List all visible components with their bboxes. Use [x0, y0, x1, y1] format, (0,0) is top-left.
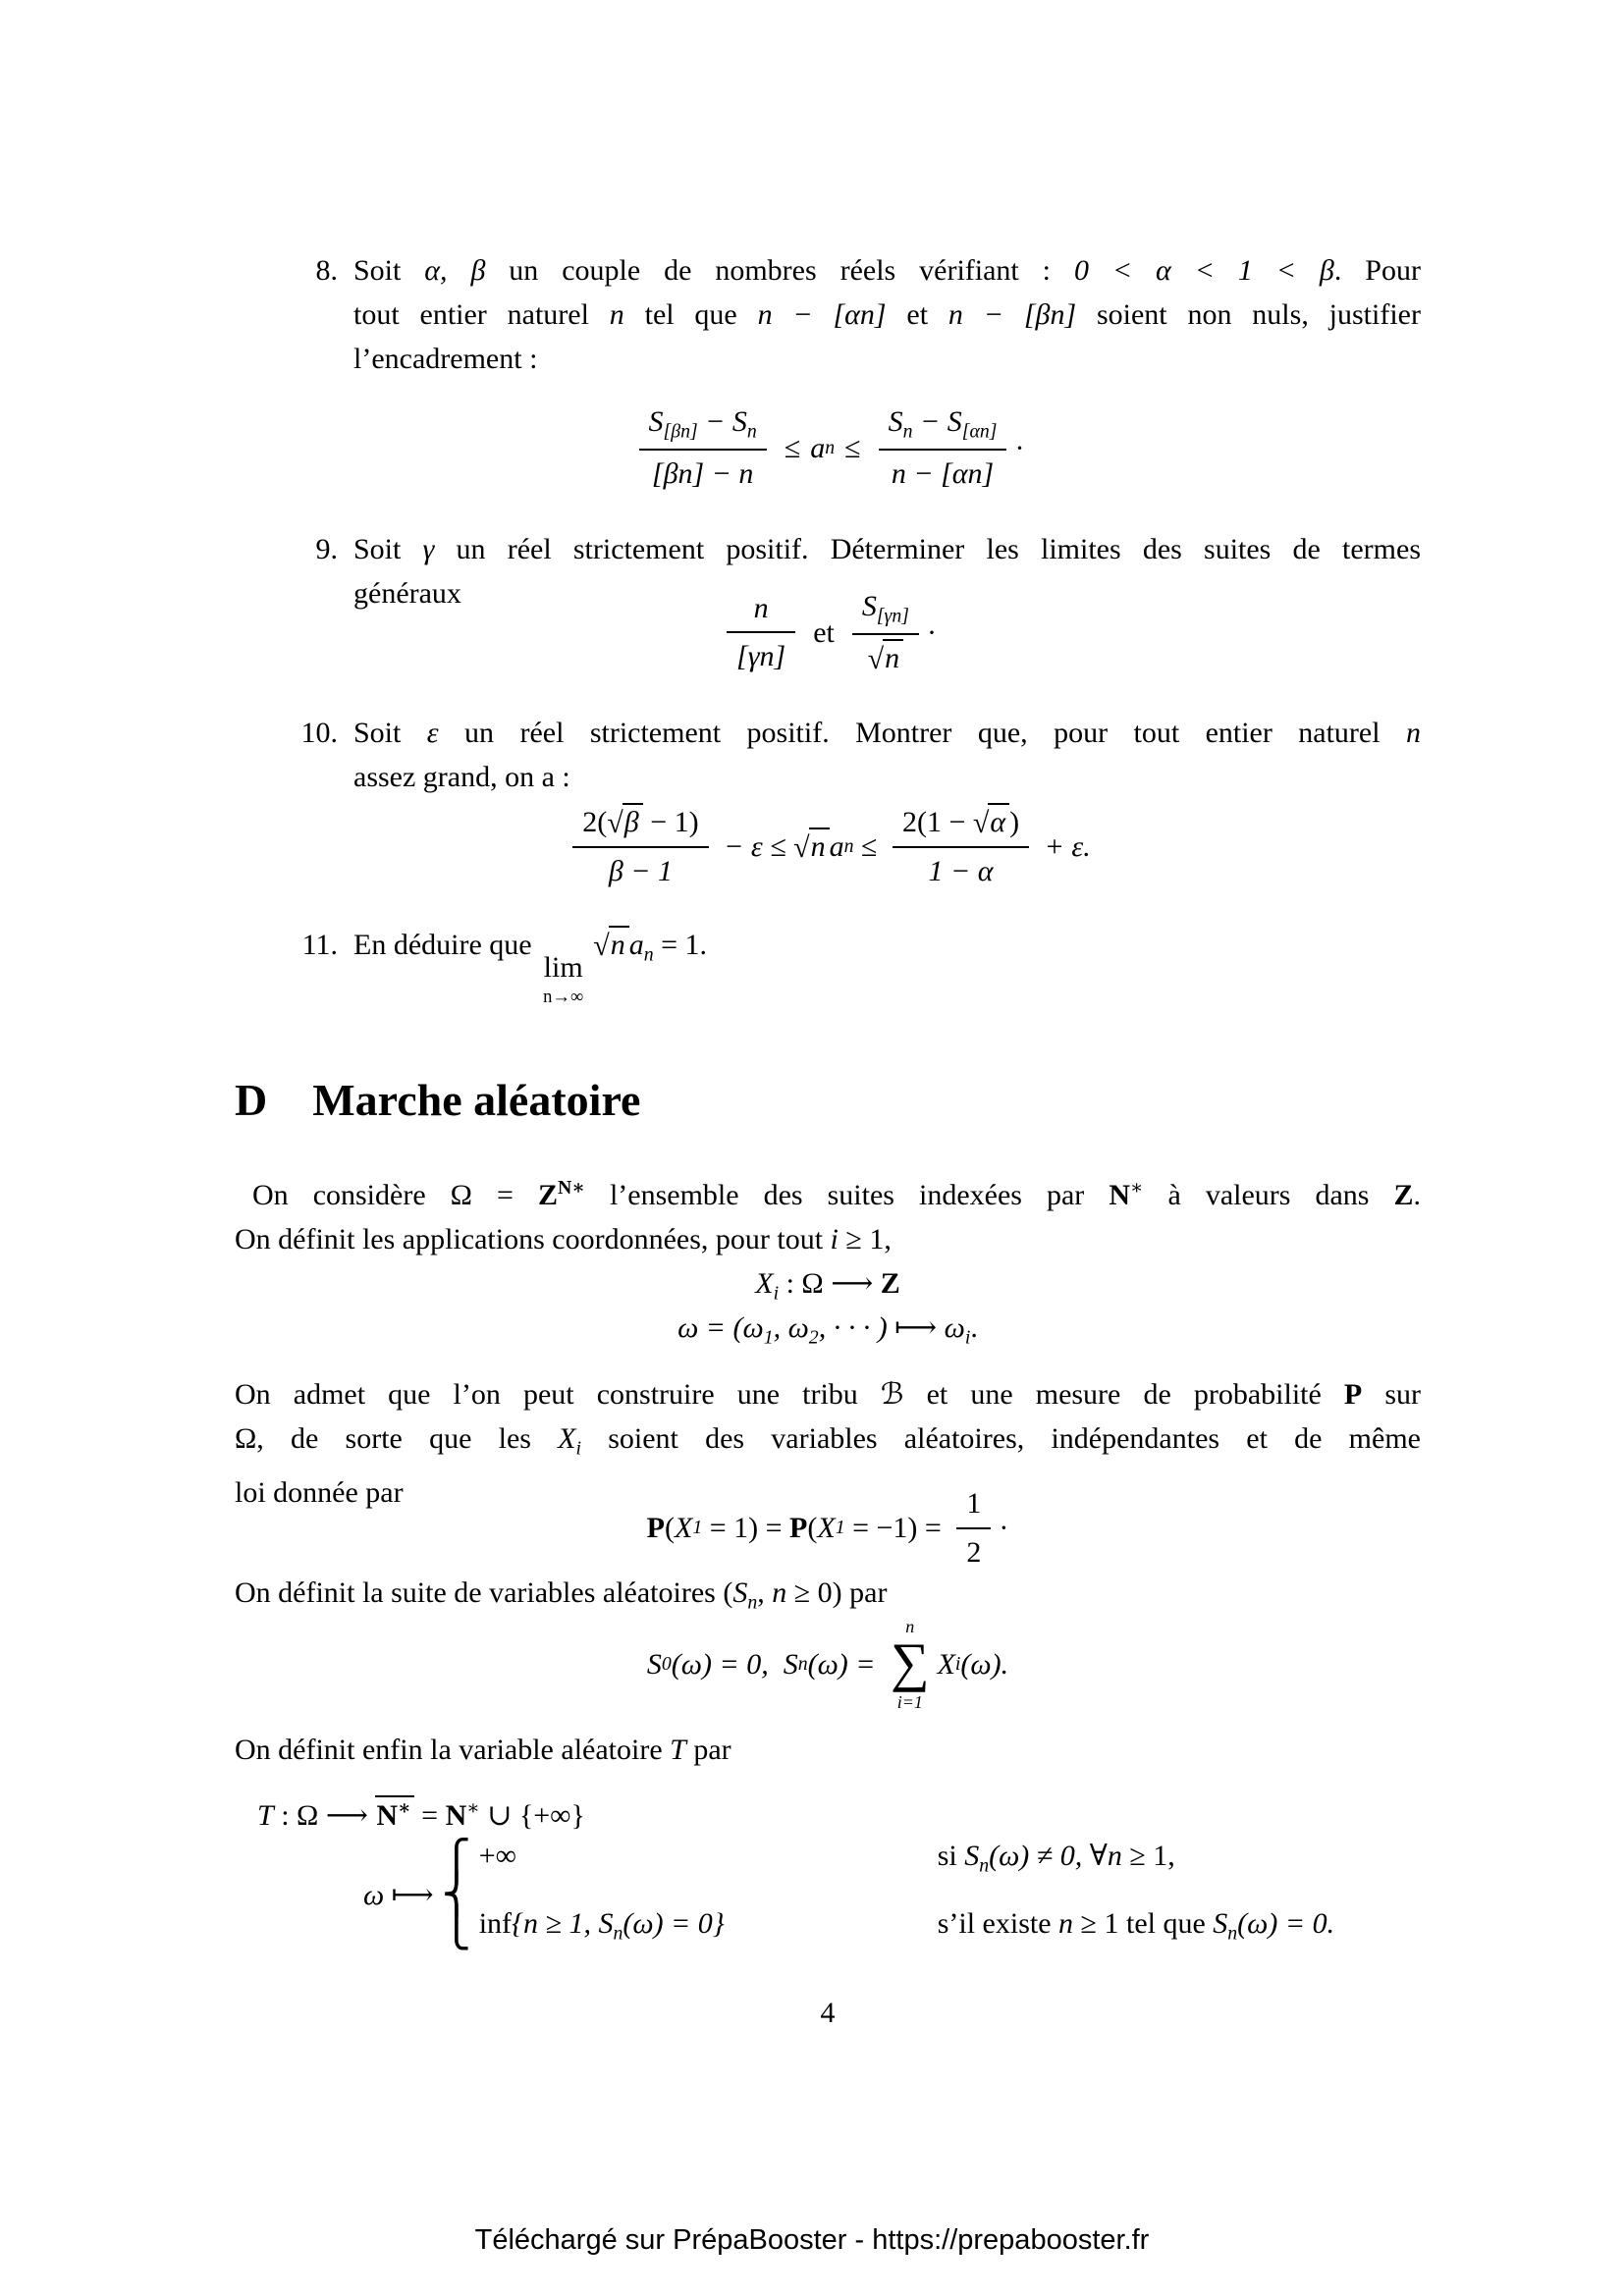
- sum-upper-limit: n: [905, 1617, 915, 1636]
- center-dot: ·: [999, 1512, 1009, 1544]
- text-run: soient non nuls, justifier: [1076, 298, 1421, 331]
- math-run: 2(: [582, 806, 608, 838]
- text-line: [353, 248, 1421, 293]
- math-run: (: [664, 1512, 675, 1544]
- fraction: [639, 402, 767, 494]
- math-run: = −1) =: [844, 1512, 949, 1544]
- math-run: n: [609, 298, 624, 331]
- display-omega-map: [235, 1306, 1421, 1360]
- superscript: N∗: [557, 1177, 585, 1199]
- problem-item-10: [235, 711, 1421, 799]
- sqrt: [793, 830, 829, 863]
- numerator: n: [727, 589, 795, 634]
- math-run: (ω) = 0.: [1237, 1907, 1335, 1941]
- radical-sign: √: [972, 807, 990, 839]
- math-run: S: [646, 1647, 662, 1681]
- text-run: et: [813, 615, 835, 649]
- math-run: − ε ≤: [716, 830, 794, 863]
- text-line: [353, 337, 1421, 381]
- text-run: soient des variables aléatoires, indépendantes et de même: [581, 1422, 1421, 1455]
- radical-sign: √: [867, 643, 885, 676]
- math-run: S: [964, 1840, 980, 1872]
- subscript: 0: [661, 1652, 672, 1675]
- text-run: On définit enfin la variable aléatoire: [235, 1734, 671, 1766]
- math-run: n: [1058, 1907, 1074, 1941]
- numerator: [572, 803, 708, 848]
- sigma-sign: ∑: [891, 1633, 930, 1693]
- math-run: S: [731, 405, 747, 438]
- math-run: Z: [1393, 1178, 1414, 1211]
- section-letter: D: [235, 1075, 268, 1125]
- math-run: (ω) = 0,: [671, 1647, 784, 1681]
- text-run: et une mesure de probabilité: [903, 1378, 1344, 1411]
- text-run: ≥ 1,: [838, 1222, 892, 1255]
- subscript: [γn]: [876, 605, 909, 627]
- math-run: n: [772, 1576, 787, 1609]
- limit-operator: [543, 953, 583, 1007]
- math-run: {: [512, 1907, 524, 1941]
- radicand: n: [809, 828, 830, 863]
- subscript: 1: [692, 1517, 703, 1538]
- text-run: ≥ 1 tel que: [1073, 1907, 1214, 1941]
- math-run: (ω) = 0}: [623, 1907, 725, 1941]
- text-line: [353, 293, 1421, 337]
- summation-operator: [891, 1618, 930, 1711]
- math-run: a: [810, 431, 826, 464]
- math-run: S: [888, 405, 903, 438]
- math-run: ω ⟼: [363, 1878, 434, 1911]
- math-run: 2(1 −: [901, 806, 973, 838]
- item-text: [353, 711, 1421, 799]
- math-run: X: [937, 1647, 955, 1681]
- sqrt: [868, 642, 903, 674]
- math-run: S: [947, 405, 962, 438]
- subscript: i: [964, 1326, 971, 1349]
- numerator: [893, 803, 1029, 848]
- math-run: , · · · ) ⟼ ω: [818, 1311, 965, 1344]
- math-run: ≥ 1,: [538, 1907, 599, 1941]
- radical-sign: √: [607, 807, 623, 839]
- fraction: [572, 803, 708, 890]
- math-run: = 1) =: [702, 1512, 790, 1544]
- item-number: 10.: [300, 717, 338, 749]
- math-run: n − [βn]: [947, 298, 1077, 331]
- math-run: : Ω ⟶: [779, 1267, 881, 1300]
- text-run: . Pour: [1333, 254, 1421, 287]
- fraction: [893, 803, 1029, 890]
- text-line: [353, 527, 1421, 571]
- footer-text: Téléchargé sur PrépaBooster - https://prepabooster.fr: [474, 2224, 1150, 2256]
- text-run: On définit la suite de variables aléatoires (: [235, 1576, 733, 1609]
- radical-sign: √: [593, 930, 610, 962]
- display-T-definition: [257, 1787, 585, 1838]
- math-run: , ω: [773, 1311, 809, 1344]
- math-run: n: [523, 1907, 539, 1941]
- denominator: [γn]: [736, 640, 786, 673]
- text-run: ,: [757, 1576, 773, 1609]
- math-run: N: [1109, 1178, 1130, 1211]
- math-run: (: [807, 1512, 818, 1544]
- text-run: On admet que l’on peut construire une tribu: [235, 1378, 881, 1411]
- subscript: n: [797, 1652, 808, 1675]
- subscript: 2: [808, 1326, 819, 1349]
- display-formula-encadrement: [235, 402, 1421, 494]
- relation-sign: ≤: [853, 830, 885, 863]
- math-run: ≥ 1,: [1121, 1840, 1175, 1872]
- math-run: Z: [537, 1178, 558, 1211]
- lim-label: lim: [543, 951, 583, 985]
- text-run: Ω, de sorte que les: [235, 1422, 559, 1455]
- subscript: n: [902, 420, 913, 443]
- text-run: Soit: [353, 533, 423, 565]
- text-block: [235, 0, 1421, 2296]
- math-run: S: [783, 1647, 798, 1681]
- math-run: S: [598, 1907, 614, 1941]
- display-cases: [363, 1834, 1334, 1956]
- text-line: [235, 1728, 1421, 1772]
- text-run: et: [886, 298, 948, 331]
- text-line: [235, 1372, 1421, 1416]
- problem-item-8: [235, 248, 1421, 381]
- math-run: N: [445, 1798, 467, 1832]
- radicand: n: [883, 639, 903, 674]
- text-line: [235, 1166, 1421, 1217]
- text-run: l’ensemble des suites indexées par: [584, 1178, 1110, 1211]
- brace-mid: ⎨: [441, 1872, 471, 1918]
- subscript: n: [746, 420, 757, 443]
- case-value: [479, 1901, 926, 1955]
- text-run: s’il existe: [937, 1907, 1059, 1941]
- fraction: [727, 589, 795, 676]
- left-brace: [441, 1839, 471, 1951]
- item-number: 11.: [301, 929, 338, 961]
- math-run: γ: [422, 533, 435, 565]
- item-text: [353, 923, 1421, 1007]
- text-run: par: [685, 1734, 731, 1766]
- math-run: = 1.: [653, 929, 708, 961]
- subscript: i: [773, 1282, 780, 1305]
- subscript: [βn]: [663, 420, 698, 443]
- text-run: .: [1413, 1178, 1422, 1211]
- page-number: 4: [820, 1997, 836, 2029]
- brace-bot: ⎩: [441, 1905, 471, 1951]
- relation-sign: ≤: [784, 431, 801, 464]
- math-run: : Ω ⟶: [273, 1798, 376, 1832]
- math-run: 0 < α < 1 < β: [1073, 254, 1334, 287]
- subscript: n: [747, 1591, 758, 1614]
- superscript: ∗: [466, 1797, 480, 1819]
- text-run: Soit: [353, 717, 427, 749]
- relation-sign: ≤: [844, 431, 861, 464]
- subscript: n: [1227, 1922, 1238, 1945]
- text-run: à valeurs dans: [1143, 1178, 1394, 1211]
- math-run: ): [1009, 806, 1020, 838]
- center-dot: ·: [926, 615, 937, 649]
- math-run: S: [648, 405, 664, 438]
- text-line: [235, 1217, 1421, 1261]
- text-run: un couple de nombres réels vérifiant :: [485, 254, 1074, 287]
- subscript: n: [613, 1922, 623, 1945]
- math-run: ∪ {+∞}: [479, 1798, 585, 1832]
- text-run: un réel strictement positif. Montrer que, pour tout entier naturel: [438, 717, 1406, 749]
- math-run: n − [αn]: [757, 298, 887, 331]
- math-run: (ω) =: [807, 1647, 883, 1681]
- text-run: l’encadrement :: [353, 343, 538, 375]
- item-number: 8.: [315, 254, 338, 287]
- display-probability-law: [235, 1484, 1421, 1572]
- math-run: S: [861, 590, 877, 622]
- math-run: .: [970, 1311, 978, 1344]
- math-run: P: [1343, 1378, 1363, 1411]
- center-dot: ·: [1014, 431, 1025, 464]
- subscript: n: [843, 835, 854, 857]
- math-run: +∞: [478, 1840, 517, 1872]
- section-title: Marche aléatoire: [312, 1075, 641, 1125]
- math-run: Z: [880, 1267, 900, 1300]
- problem-item-11: [235, 923, 1421, 1007]
- radicand: β: [623, 803, 643, 838]
- text-run: généraux: [353, 577, 461, 610]
- subscript: n: [825, 436, 836, 458]
- subscript: n: [643, 943, 654, 966]
- numerator: [639, 402, 767, 451]
- display-sum-definition: [235, 1618, 1421, 1711]
- math-run: X: [558, 1422, 576, 1455]
- numerator: [852, 587, 919, 635]
- superscript: ∗: [1129, 1177, 1144, 1199]
- math-run: (ω) ≠ 0, ∀: [989, 1840, 1108, 1872]
- denominator: [βn] − n: [651, 457, 754, 491]
- text-run: inf: [478, 1907, 513, 1941]
- sqrt: [593, 929, 628, 961]
- display-formula-limites: [235, 587, 1421, 678]
- text-run: assez grand, on a :: [353, 761, 570, 793]
- math-run: − 1): [642, 806, 699, 838]
- math-run: ε: [426, 717, 439, 749]
- paragraph-intro: [235, 1166, 1421, 1261]
- math-run: + ε.: [1037, 830, 1091, 863]
- case-condition: [938, 1901, 1334, 1955]
- radicand: n: [609, 926, 629, 961]
- math-run: (ω).: [960, 1647, 1009, 1681]
- math-run: P: [646, 1512, 665, 1544]
- math-run: α, β: [424, 254, 486, 287]
- denominator: 2: [966, 1535, 982, 1569]
- math-run: −: [912, 405, 947, 438]
- denominator: 1 − α: [928, 854, 994, 887]
- math-run: X: [755, 1267, 774, 1300]
- text-run: si: [937, 1840, 965, 1872]
- item-number: 9.: [315, 533, 338, 565]
- subscript: 1: [835, 1517, 845, 1538]
- subscript: i: [575, 1437, 581, 1460]
- text-run: sur: [1362, 1378, 1421, 1411]
- numerator: [879, 402, 1007, 451]
- case-value: [479, 1834, 926, 1878]
- text-run: Soit: [353, 254, 425, 287]
- math-run: T: [257, 1798, 274, 1832]
- numerator: 1: [956, 1484, 991, 1529]
- text-run: On considère Ω =: [252, 1178, 538, 1211]
- math-run: =: [413, 1798, 446, 1832]
- text-line: [353, 711, 1421, 755]
- overline-Nstar: [375, 1795, 413, 1832]
- text-run: tel que: [623, 298, 758, 331]
- sqrt: [607, 806, 642, 838]
- case-condition: [938, 1834, 1334, 1888]
- fraction: [852, 587, 919, 678]
- sum-lower-limit: i=1: [896, 1691, 923, 1712]
- fraction: [956, 1484, 991, 1572]
- math-run: X: [817, 1512, 836, 1544]
- text-run: En déduire que: [353, 929, 540, 961]
- math-run: N: [376, 1798, 398, 1832]
- text-run: loi donnée par: [235, 1476, 404, 1510]
- brace-top: ⎧: [441, 1839, 471, 1885]
- text-line: [353, 755, 1421, 799]
- math-run: −: [697, 405, 732, 438]
- subscript: i: [954, 1652, 961, 1675]
- math-run: P: [789, 1512, 808, 1544]
- math-run: a: [628, 929, 644, 961]
- text-run: tout entier naturel: [353, 298, 610, 331]
- subscript: [αn]: [961, 420, 998, 443]
- math-run: i: [830, 1222, 839, 1255]
- denominator: β − 1: [608, 854, 674, 887]
- cases-table: [479, 1834, 1334, 1956]
- math-run: n: [1406, 717, 1421, 749]
- math-run: X: [674, 1512, 693, 1544]
- denominator: [852, 635, 919, 678]
- display-formula-sqrt-encadrement: [235, 803, 1421, 890]
- superscript: ∗: [398, 1797, 411, 1819]
- radicand: α: [988, 803, 1009, 838]
- denominator: n − [αn]: [891, 457, 995, 491]
- math-run: S: [732, 1576, 748, 1609]
- text-line: [235, 1416, 1421, 1470]
- section-heading: [235, 1076, 1421, 1125]
- subscript: n: [979, 1854, 990, 1877]
- math-run: a: [829, 830, 844, 863]
- text-run: un réel strictement positif. Déterminer les limites des suites de termes: [434, 533, 1421, 565]
- item-text: [353, 248, 1421, 381]
- fraction: [879, 402, 1007, 494]
- script-B: ℬ: [880, 1378, 904, 1411]
- sqrt: [973, 806, 1009, 838]
- paragraph-variable-T: [235, 1728, 1421, 1772]
- text-run: On définit les applications coordonnées, pour tout: [235, 1222, 831, 1255]
- subscript: 1: [763, 1326, 774, 1349]
- radical-sign: √: [793, 831, 810, 864]
- math-run: S: [1213, 1907, 1228, 1941]
- math-run: n: [1107, 1840, 1122, 1872]
- lim-subscript: n→∞: [543, 987, 584, 1008]
- math-run: ω = (ω: [677, 1311, 764, 1344]
- text-run: ≥ 0) par: [786, 1576, 888, 1609]
- math-run: T: [670, 1734, 686, 1766]
